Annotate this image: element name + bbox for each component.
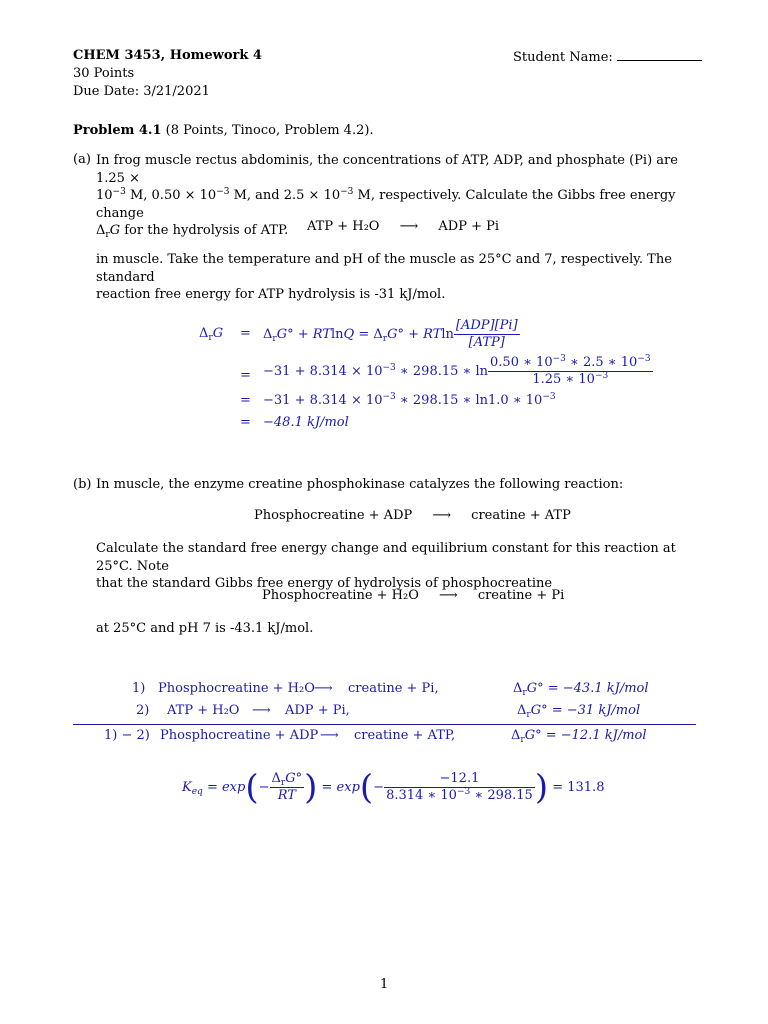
reaction-creatine-kinase: [254, 508, 571, 523]
course-title: CHEM 3453, Homework 4: [73, 48, 262, 63]
student-name-label: Student Name:: [513, 50, 613, 65]
keq-equation: $K_{eq} = \exp(-$ $\frac{\Delta_rG^\circ}{RT}$ ) = exp(− $\frac{-12.1}{8.314 ∗ 10^{-3} ∗ 298.15}$ ) = 131.8: [182, 767, 605, 808]
part-a-after2: reaction free energy for ATP hydrolysis is -31 kJ/mol.: [96, 287, 446, 302]
part-b-conditions: at 25°C and pH 7 is -43.1 kJ/mol.: [96, 621, 314, 636]
sol-b-row2-dg-value: = −31 kJ/mol: [551, 703, 641, 718]
reaction-atp-hydrolysis: [307, 219, 499, 234]
concentration-fraction: $\frac{0.50 ∗ 10^{-3} ∗ 2.5 ∗ 10^{-3}}{1.25 ∗ 10^{-3}}$: [490, 354, 651, 387]
sol-b-row1-arrow: ⟶: [314, 681, 333, 696]
sol-b-row2-right: ADP + Pi,: [285, 703, 350, 718]
sol-b-row3-arrow: ⟶: [320, 728, 339, 743]
keq-fraction-numeric: $\frac{-12.1}{8.314 ∗ 10^{-3} ∗ 298.15}$: [386, 771, 533, 803]
problem-meta: (8 Points, Tinoco, Problem 4.2).: [165, 123, 374, 138]
keq-result: = 131.8: [552, 780, 605, 795]
sol-b-row1-dg-value: = −43.1 kJ/mol: [547, 681, 649, 696]
rxn1-right: creatine + ATP: [471, 508, 571, 523]
rxn1-arrow: ⟶: [432, 508, 452, 523]
student-name-blank: [617, 48, 702, 61]
part-a-conditions: [96, 251, 696, 304]
sol-b-row3-right: creatine + ATP,: [354, 728, 456, 743]
page-number: 1: [380, 977, 389, 992]
sol-b-row2-arrow: ⟶: [252, 703, 271, 718]
solution-a-eq1: =: [240, 326, 251, 341]
keq-fraction-symbolic: $\frac{\Delta_rG^\circ}{RT}$: [271, 771, 303, 803]
reaction-arrow: ⟶: [399, 219, 419, 234]
problem-heading: [73, 123, 374, 138]
rxn2-left: Phosphocreatine + H₂O: [262, 588, 419, 603]
reaction-quotient-fraction: $\frac{\text{[ADP][Pi]}}{\text{[ATP]}}$: [455, 318, 518, 350]
sol-b-row2-left: ATP + H₂O: [167, 703, 240, 718]
sol-b-row2-dg: $\Delta_rG^\circ = -31$ kJ/mol: [517, 703, 641, 720]
points-line: 30 Points: [73, 66, 135, 81]
part-a-label: (a): [73, 152, 91, 167]
part-a-line1: In frog muscle rectus abdominis, the concentrations of ATP, ADP, and phosphate (Pi) are 1.25 ×: [96, 153, 678, 186]
part-a-after1: in muscle. Take the temperature and pH of the muscle as 25°C and 7, respectively. The standard: [96, 252, 672, 285]
solution-a-eq2: =: [240, 368, 251, 383]
sol-b-row1-left: Phosphocreatine + H₂O: [158, 681, 315, 696]
part-a-line3: $\Delta_rG$ for the hydrolysis of ATP.: [96, 223, 289, 240]
solution-a-eq4: =: [240, 415, 251, 430]
sol-b-row1-right: creatine + Pi,: [348, 681, 439, 696]
problem-label: Problem 4.1: [73, 123, 162, 138]
part-a-line2: $10^{-3}$ M, $0.50 \times 10^{-3}$ M, and $2.5 \times 10^{-3}$ M, respectively. Calculate the Gibbs free energy change: [96, 187, 676, 221]
solution-a-expression: $\Delta_rG^\circ + RTlnQ = \Delta_rG^\circ + RTln$ $\frac{\text{[ADP][Pi]}}{\text{[ATP]}}$: [263, 318, 518, 350]
part-b-calc2: that the standard Gibbs free energy of hydrolysis of phosphocreatine: [96, 576, 553, 591]
sol-b-row3-num: 1) − 2): [104, 728, 150, 743]
part-b-calc1: Calculate the standard free energy change and equilibrium constant for this reaction at 25°C. Note: [96, 541, 676, 574]
due-date: Due Date: 3/21/2021: [73, 84, 210, 99]
reaction-left: ATP + H₂O: [307, 219, 380, 234]
student-name-field: [513, 48, 702, 65]
solution-a-eq3: =: [240, 393, 251, 408]
sol-b-row3-dg-value: = −12.1 kJ/mol: [545, 728, 647, 743]
solution-a-result: −48.1 kJ/mol: [263, 415, 349, 430]
reaction-phosphocreatine-hydrolysis: [262, 588, 564, 603]
reaction-right: ADP + Pi: [438, 219, 500, 234]
sol-b-row3-dg: $\Delta_rG^\circ = -12.1$ kJ/mol: [511, 728, 647, 745]
summation-rule: [73, 724, 696, 725]
part-b-question: [96, 540, 696, 593]
solution-a-line1: $\Delta_rG$: [199, 326, 224, 343]
sol-b-row1-dg: $\Delta_rG^\circ = -43.1$ kJ/mol: [513, 681, 649, 698]
rxn2-arrow: ⟶: [439, 588, 458, 603]
sol-b-row1-num: 1): [132, 681, 146, 696]
part-b-intro: In muscle, the enzyme creatine phosphokinase catalyzes the following reaction:: [96, 477, 624, 492]
sol-b-row2-num: 2): [136, 703, 150, 718]
solution-a-simplified: $-31 + 8.314 \times 10^{-3}$ ∗ 298.15 ∗ ln1.0 ∗ $10^{-3}$: [263, 392, 556, 408]
solution-a-substitution: $-31 + 8.314 \times 10^{-3}$ ∗ 298.15 ∗ ln $\frac{0.50 ∗ 10^{-3} ∗ 2.5 ∗ 10^{-3}}{1.25 ∗ 10^{-3}}$: [263, 354, 651, 387]
rxn2-right: creatine + Pi: [477, 588, 565, 603]
sol-b-row3-left: Phosphocreatine + ADP: [160, 728, 319, 743]
rxn1-left: Phosphocreatine + ADP: [254, 508, 413, 523]
part-b-label: (b): [73, 477, 92, 492]
